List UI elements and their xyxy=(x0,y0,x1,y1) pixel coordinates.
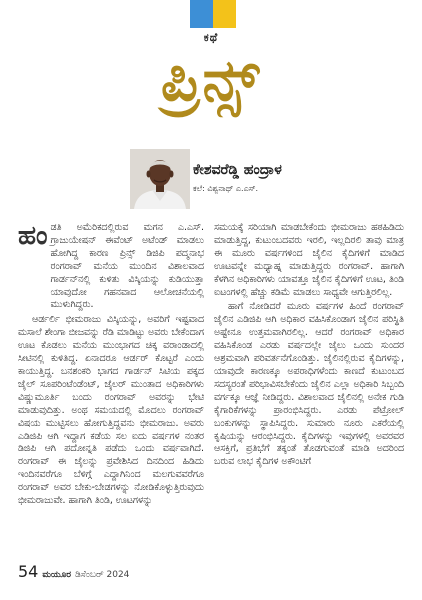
article-paragraph: ಸಮಯಕ್ಕೆ ಸರಿಯಾಗಿ ಮಾಡಬೇಕೆಂದು ಭೀಮರಾಜು ಹಠಹಿಡಿದು ಮಾಡುತ್ತಿದ್ದ, ಕುಟುಂಬದವರು ಇರಲಿ, ಇಲ್ಲದಿರಲಿ ತಾವು ಮಾತ್ರ ಈ ಮೂರು ವರ್ಷಗಳಿಂದ ಜೈಲಿನ ಕೈದಿಗಳಿಗೆ ಮಾಡಿದ ಊಟವನ್ನೇ ಮಧ್ಯಾಹ್ನ ಮಾಡುತ್ತಿದ್ದರು ರಂಗರಾವ್. ಹಾಗಾಗಿ ಕೆಳಗಿನ ಅಧಿಕಾರಿಗಳು ಯಾವತ್ತೂ ಜೈಲಿನ ಕೈದಿಗಳಿಗೆ ಊಟ, ತಿಂಡಿ ಐಟಂಗಳಲ್ಲಿ ಹೆಚ್ಚು ಕಡಿಮೆ ಮಾಡಲು ಸಾಧ್ಯವೇ ಆಗುತ್ತಿರಲಿಲ್ಲ. xyxy=(214,222,404,298)
illustration-credit: ಕಲೆ: ವಿಶ್ವನಾಥ್ ಎ.ಎಸ್. xyxy=(193,184,259,193)
issue-date: ಡಿಸೆಂಬರ್ 2024 xyxy=(75,570,130,580)
story-title: ಪ್ರಿನ್ಸ್ xyxy=(160,46,262,114)
section-flag xyxy=(190,0,236,28)
page-footer xyxy=(18,562,129,581)
author-name: ಕೇಶವರೆಡ್ಡಿ ಹಂದ್ರಾಳ xyxy=(193,162,282,178)
flag-yellow-block xyxy=(213,0,236,28)
article-paragraph: ಡತಿ ಅಮೆರಿಕದಲ್ಲಿರುವ ಮಗನ ಎ.ಎಸ್. ಗ್ರಾಜುಯೇಷನ್ ಈವೆಂಟ್ ಅಟೆಂಡ್ ಮಾಡಲು ಹೋಗಿದ್ದ ಕಾರಣ ಪ್ರಿನ್ಸ್ ಡಿಜಿಪಿ ಪದ್ಮನಾಭ ರಂಗರಾವ್ ಮನೆಯ ಮುಂದಿನ ವಿಶಾಲವಾದ ಗಾರ್ಡನ್‌ನಲ್ಲಿ ಕುಳಿತು ವಿಸ್ಕಿಯನ್ನು ಕುಡಿಯುತ್ತಾ ಯಾವುದೋ ಗಹನವಾದ ಆಲೋಚನೆಯಲ್ಲಿ ಮುಳುಗಿದ್ದರು. xyxy=(50,222,204,311)
article-paragraph: ಆರ್ಡರ್ಲಿ ಭೀಮರಾಜು ವಿಸ್ಕಿಯನ್ನು, ಅವರಿಗೆ ಇಷ್ಟವಾದ ಮಸಾಲೆ ಶೇಂಗಾ ಬೀಜವನ್ನು ರೆಡಿ ಮಾಡಿಟ್ಟು ಅವರು ಬೇಕೆಂದಾಗ ಊಟ ಕೊಡಲು ಮನೆಯ ಮುಂಭಾಗದ ಚಿಕ್ಕ ವರಾಂಡಾದಲ್ಲಿ ಸೀಟಿನಲ್ಲಿ ಕುಳಿತಿದ್ದ. ಏನಾದರೂ ಆರ್ಡರ್ ಕೊಟ್ಟರೆ ಎಂದು ಕಾಯುತ್ತಿದ್ದ. ಬನಶಂಕರಿ ಭಾಗದ ಗಾರ್ಡನ್ ಸಿಟಿಯ ಪಕ್ಕದ ಜೈಲ್ ಸೂಪರಿಂಟೆಂಡೆಂಟ್, ಜೈಲರ್ ಮುಂತಾದ ಅಧಿಕಾರಿಗಳು ವಿಷ್ಣುಮೂರ್ತಿ ಬಂದು ರಂಗರಾವ್ ಅವರನ್ನು ಭೇಟಿ ಮಾಡುವುದಿತ್ತು. ಅಂಥ ಸಮಯದಲ್ಲಿ ಮೊದಲು ರಂಗರಾವ್ ವಿಷಯ ಮುಟ್ಟಿಸಲು ಹೋಗುತ್ತಿದ್ದವನು ಭೀಮರಾಜು. ಅವರು ಎಡಿಜಿಪಿ ಆಗಿ ಇದ್ದಾಗ ಕಡೆಯ ಸಲ ಐದು ವರ್ಷಗಳ ನಂತರ ಡಿಜಿಪಿ ಆಗಿ ಪದೋನ್ನತಿ ಪಡೆದು ಒಂದು ವರ್ಷವಾಗಿದೆ. ರಂಗರಾವ್ ಈ ಜೈಲನ್ನು ಪ್ರವೇಶಿಸಿದ ದಿನದಿಂದ ಹಿಡಿದು ಇಂದಿನವರೆಗೂ ಬೆಳಿಗ್ಗೆ ಎದ್ದಾಗಿನಿಂದ ಮಲಗುವವರೆಗೂ ರಂಗರಾವ್ ಅವರ ಬೇಕು-ಬೇಡಗಳನ್ನು ನೋಡಿಕೊಳ್ಳುತ್ತಿರುವುದು ಭೀಮರಾಜುವೇ. ಹಾಗಾಗಿ ತಿಂಡಿ, ಊಟಗಳನ್ನು xyxy=(18,314,204,507)
section-label: ಕಥೆ xyxy=(203,31,219,44)
flag-blue-block xyxy=(190,0,213,28)
magazine-name: ಮಯೂರ xyxy=(42,570,72,580)
page-number: 54 xyxy=(18,562,39,581)
article-opening xyxy=(18,222,204,312)
drop-cap: ಹಂ xyxy=(18,221,48,251)
author-photo xyxy=(130,149,190,209)
article-paragraph: ಹಾಗೆ ನೋಡಿದರೆ ಮೂರು ವರ್ಷಗಳ ಹಿಂದೆ ರಂಗರಾವ್ ಜೈಲಿನ ಎಡಿಜಿಪಿ ಆಗಿ ಅಧಿಕಾರ ವಹಿಸಿಕೊಂಡಾಗ ಜೈಲಿನ ಪರಿಸ್ಥಿತಿ ಅಷ್ಟೇನೂ ಉತ್ತಮವಾಗಿರಲಿಲ್ಲ. ಆದರೆ ರಂಗರಾವ್ ಅಧಿಕಾರ ವಹಿಸಿಕೊಂಡ ಎರಡು ವರ್ಷದಲ್ಲೇ ಜೈಲು ಒಂದು ಸುಂದರ ಆಶ್ರಮವಾಗಿ ಪರಿವರ್ತನೆಗೊಂಡಿತ್ತು. ಜೈಲಿನಲ್ಲಿರುವ ಕೈದಿಗಳನ್ನು, ಯಾವುದೇ ಕಾರಣಕ್ಕೂ ಅಪರಾಧಿಗಳೆಂದು ಕಾಣದೆ ಕುಟುಂಬದ ಸದಸ್ಯರಂತೆ ಪರಿಭಾವಿಸಬೇಕೆಂದು ಜೈಲಿನ ಎಲ್ಲಾ ಅಧಿಕಾರಿ ಸಿಬ್ಬಂದಿ ವರ್ಗಕ್ಕೂ ಆಜ್ಞೆ ನೀಡಿದ್ದರು. ವಿಶಾಲವಾದ ಜೈಲಿನಲ್ಲಿ ಅನೇಕ ಗುಡಿ ಕೈಗಾರಿಕೆಗಳನ್ನು ಪ್ರಾರಂಭಿಸಿದ್ದರು. ಎರಡು ಪೆಟ್ರೋಲ್ ಬಂಕುಗಳನ್ನು ಸ್ಥಾಪಿಸಿದ್ದರು. ಸುಮಾರು ನೂರು ಎಕರೆಯಲ್ಲಿ ಕೃಷಿಯನ್ನು ಆರಂಭಿಸಿದ್ದರು. ಕೈದಿಗಳನ್ನು ಇವುಗಳಲ್ಲಿ ಅವರವರ ಆಸಕ್ತಿಗೆ, ಪ್ರತಿಭೆಗೆ ತಕ್ಕಂತೆ ತೊಡಗುವಂತೆ ಮಾಡಿ ಅದರಿಂದ ಬರುವ ಲಾಭ ಕೈದಿಗಳ ಅಕೌಂಟಿಗೆ xyxy=(214,301,404,468)
author-portrait-icon xyxy=(130,149,190,209)
article-column-left xyxy=(18,222,204,508)
article-column-right xyxy=(214,222,404,469)
